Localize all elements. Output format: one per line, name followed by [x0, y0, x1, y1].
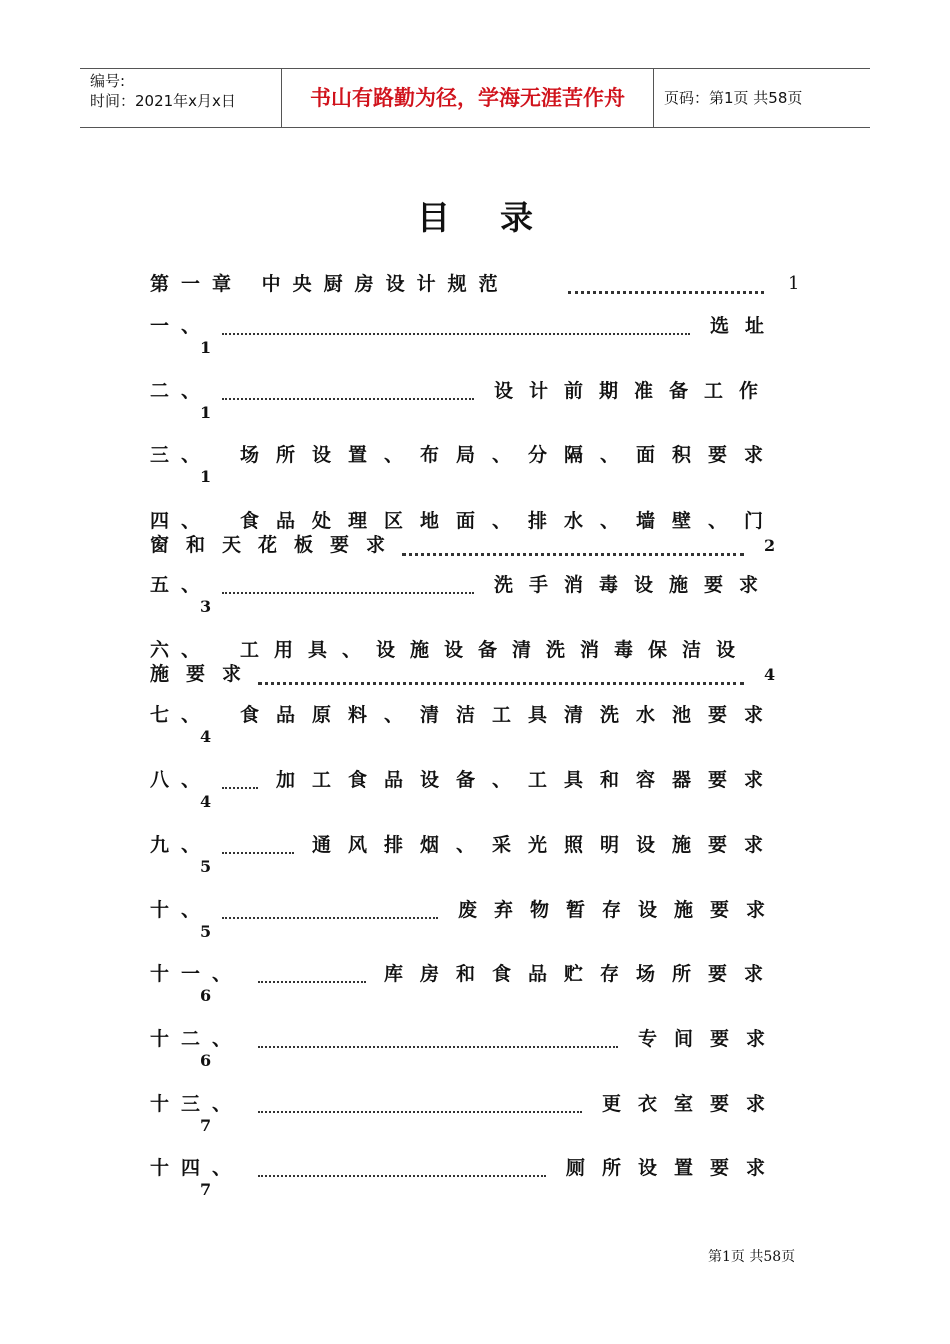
- toc-prefix: 十二、: [150, 1028, 244, 1050]
- toc-leader: [258, 981, 366, 983]
- toc-leader: [222, 787, 258, 789]
- toc-title: 设计前期准备工作: [494, 380, 775, 402]
- page-title: 目录: [417, 198, 583, 237]
- toc-page-number: 1: [200, 403, 212, 422]
- toc-chapter-title: 第一章 中央厨房设计规范: [150, 273, 510, 295]
- toc-title: 选址: [710, 315, 781, 337]
- toc-page-number: 5: [200, 922, 212, 941]
- toc-title: 更衣室要求: [602, 1093, 783, 1115]
- toc-leader: [222, 917, 438, 919]
- toc-title-line2: 窗和天花板要求: [150, 534, 403, 556]
- toc-title: 废弃物暂存设施要求: [458, 899, 783, 921]
- toc-entry[interactable]: [150, 503, 800, 563]
- toc-entry[interactable]: [150, 1086, 800, 1122]
- toc-title: 专间要求: [638, 1028, 783, 1050]
- toc-prefix: 五、: [150, 574, 213, 596]
- toc-leader: [222, 333, 690, 335]
- toc-page-number: 4: [764, 665, 776, 684]
- toc-page-number: 2: [764, 536, 776, 555]
- toc-page-number: 6: [200, 986, 212, 1005]
- toc-leader: [222, 592, 474, 594]
- toc-entry[interactable]: [150, 308, 800, 344]
- toc-leader: [222, 852, 294, 854]
- toc-leader: [258, 682, 744, 685]
- toc-page-number: 6: [200, 1051, 212, 1070]
- toc-entry[interactable]: [150, 567, 800, 603]
- toc-title: 食品原料、清洁工具清洗水池要求: [240, 704, 781, 726]
- toc-leader: [568, 291, 764, 294]
- toc-prefix: 十、: [150, 899, 213, 921]
- toc-page-number: 4: [200, 792, 212, 811]
- toc-page-number: 1: [788, 273, 800, 294]
- toc-entry[interactable]: [150, 956, 800, 992]
- toc-prefix: 二、: [150, 380, 213, 402]
- toc-entry[interactable]: [150, 892, 800, 928]
- toc-entry[interactable]: [150, 437, 800, 473]
- toc-page-number: 5: [200, 857, 212, 876]
- toc-title: 加工食品设备、工具和容器要求: [276, 769, 781, 791]
- toc-leader: [258, 1111, 582, 1113]
- toc-entry[interactable]: [150, 827, 800, 863]
- number-label: 编号:: [90, 72, 126, 90]
- motto: 书山有路勤为径，学海无涯苦作舟: [282, 69, 654, 127]
- toc-entry[interactable]: [150, 632, 800, 692]
- header-table: [80, 68, 870, 128]
- toc-title: 洗手消毒设施要求: [494, 574, 775, 596]
- toc-title-line2: 施要求: [150, 663, 259, 685]
- toc-entry[interactable]: [150, 1150, 800, 1186]
- toc-prefix: 三、: [150, 444, 213, 466]
- toc-page-number: 7: [200, 1116, 212, 1135]
- toc-prefix: 四、: [150, 510, 213, 532]
- toc-entry[interactable]: [150, 762, 800, 798]
- toc-page-number: 3: [200, 597, 212, 616]
- toc-title: 场所设置、布局、分隔、面积要求: [240, 444, 781, 466]
- toc-entry[interactable]: [150, 1021, 800, 1057]
- page-info: 页码：第1页 共58页: [664, 89, 803, 107]
- page-footer: 第1页 共58页: [708, 1249, 796, 1265]
- toc-prefix: 十四、: [150, 1157, 244, 1179]
- toc-prefix: 八、: [150, 769, 213, 791]
- toc-prefix: 十三、: [150, 1093, 244, 1115]
- toc-title: 通风排烟、采光照明设施要求: [312, 834, 781, 856]
- toc-prefix: 一、: [150, 315, 213, 337]
- toc-entry[interactable]: [150, 697, 800, 733]
- toc-page-number: 7: [200, 1180, 212, 1199]
- toc-title: 工用具、设施设备清洗消毒保洁设: [240, 639, 751, 661]
- header-left-cell: [80, 69, 282, 127]
- toc-entry[interactable]: [150, 373, 800, 409]
- toc-entry-chapter[interactable]: [150, 266, 800, 302]
- toc-page-number: 1: [200, 467, 212, 486]
- toc-leader: [402, 553, 744, 556]
- toc-title: 厕所设置要求: [566, 1157, 783, 1179]
- toc-leader: [258, 1046, 618, 1048]
- toc-page-number: 1: [200, 338, 212, 357]
- toc-prefix: 九、: [150, 834, 213, 856]
- toc-prefix: 十一、: [150, 963, 244, 985]
- toc-title: 库房和食品贮存场所要求: [384, 963, 781, 985]
- toc-leader: [258, 1175, 546, 1177]
- time-label: 时间：2021年x月x日: [90, 92, 236, 110]
- toc-title: 食品处理区地面、排水、墙壁、门: [240, 510, 781, 532]
- toc-page-number: 4: [200, 727, 212, 746]
- toc-prefix: 六、: [150, 639, 213, 661]
- toc-prefix: 七、: [150, 704, 213, 726]
- toc-leader: [222, 398, 474, 400]
